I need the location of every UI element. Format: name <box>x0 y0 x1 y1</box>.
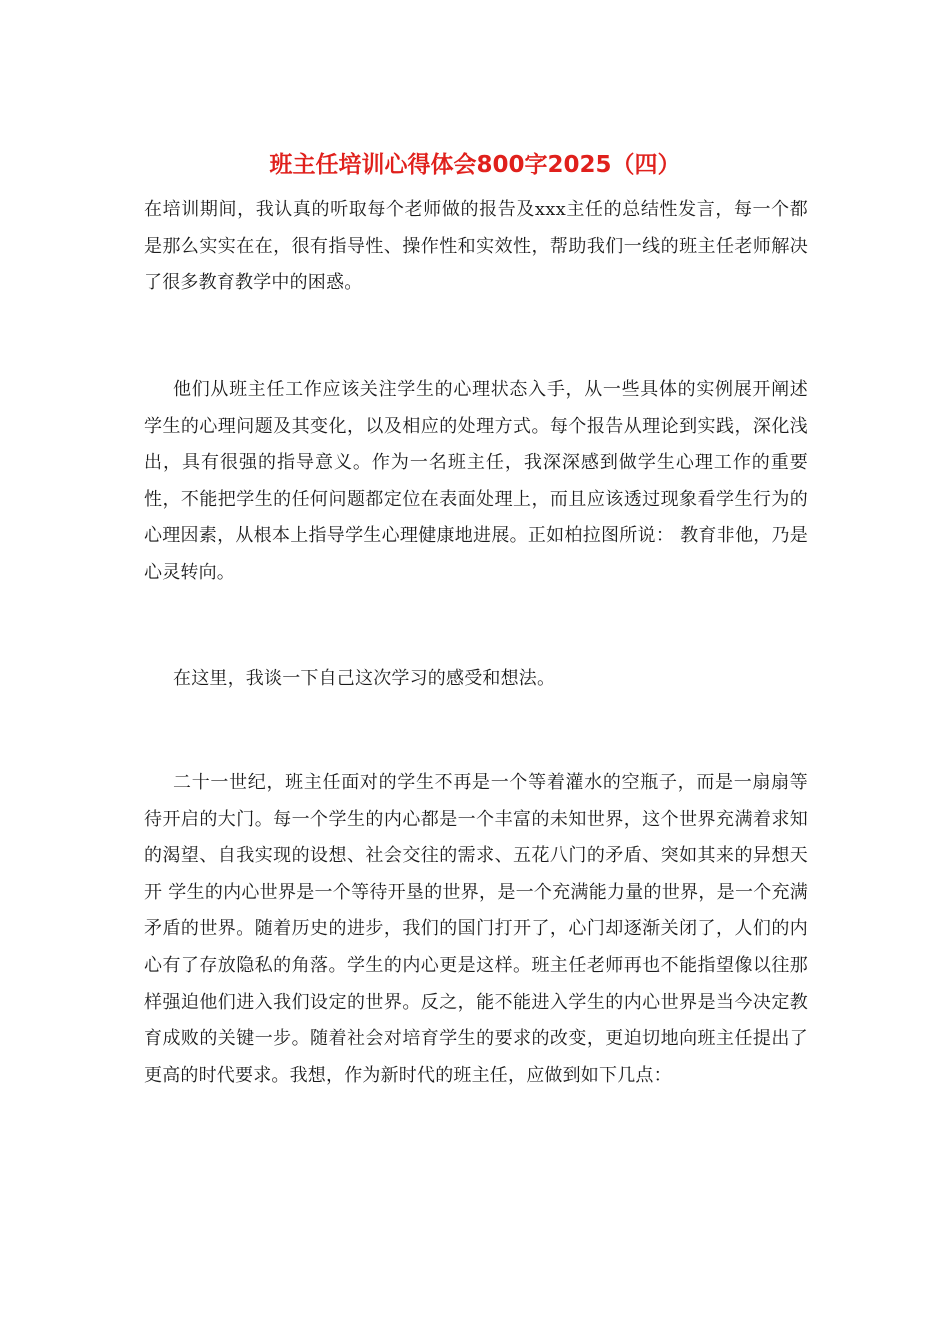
paragraph-4: 二十一世纪，班主任面对的学生不再是一个等着灌水的空瓶子，而是一扇扇等待开启的大门。每一个学生的内心都是一个丰富的未知世界，这个世界充满着求知的渴望、自我实现的设想、社会交往的需求、五花八门的矛盾、突如其来的异想天开 学生的内心世界是一个等待开垦的世界，是一个充满能力量的世界，是一个充满矛盾的世界。随着历史的进步，我们的国门打开了，心门却逐渐关闭了，人们的内心有了存放隐私的角落。学生的内心更是这样。班主任老师再也不能指望像以往那样强迫他们进入我们设定的世界。反之，能不能进入学生的内心世界是当今决定教育成败的关键一步。随着社会对培育学生的要求的改变，更迫切地向班主任提出了更高的时代要求。我想，作为新时代的班主任，应做到如下几点： <box>144 772 808 1086</box>
paragraph-1: 在培训期间，我认真的听取每个老师做的报告及xxx主任的总结性发言，每一个都是那么实实在在，很有指导性、操作性和实效性，帮助我们一线的班主任老师解决了很多教育教学中的困惑。 <box>144 199 808 294</box>
document-title: 班主任培训心得体会800字2025（四） <box>269 152 681 178</box>
paragraph-3: 在这里，我谈一下自己这次学习的感受和想法。 <box>173 668 556 689</box>
paragraph-2: 他们从班主任工作应该关注学生的心理状态入手，从一些具体的实例展开阐述学生的心理问题及其变化，以及相应的处理方式。每个报告从理论到实践，深化浅出，具有很强的指导意义。作为一名班主任，我深深感到做学生心理工作的重要性，不能把学生的任何问题都定位在表面处理上，而且应该透过现象看学生行为的心理因素，从根本上指导学生心理健康地进展。正如柏拉图所说： 教育非他，乃是心灵转向。 <box>144 379 808 583</box>
